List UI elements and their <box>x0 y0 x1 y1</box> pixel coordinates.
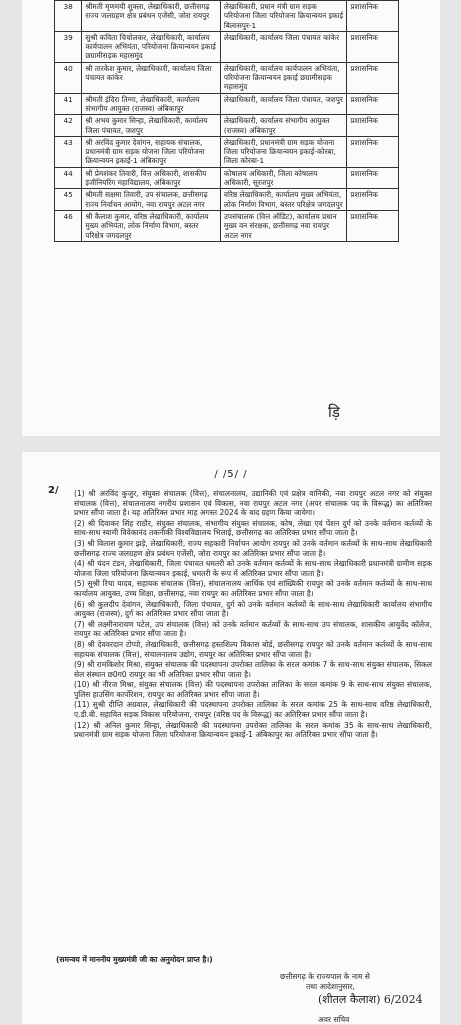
category-cell: प्रशासनिक <box>347 1 399 32</box>
paragraph: (2) श्री दिवाकर सिंह राठौर, संयुक्त संचालक, संभागीय संयुक्त संचालक, कोष, लेखा एवं पेंशन दुर्ग को उनके वर्तमान कर्तव्यों के साथ-साथ स्वामी विवेकानंद तकनीकी विश्वविद्यालय भिलाई, छत्तीसगढ़ का अतिरिक्त प्रभार सौंपा जाता है। <box>74 518 432 538</box>
document-page-2 <box>22 452 440 1024</box>
category-cell: प्रशासनिक <box>347 210 399 241</box>
category-cell: प्रशासनिक <box>347 31 399 62</box>
current-posting-cell: श्री अभय कुमार सिन्हा, लेखाधिकारी, कार्यालय जिला पंचायत, जशपुर <box>82 115 221 137</box>
approval-note: (समन्वय में माननीय मुख्यमंत्री जी का अनुमोदन प्राप्त है।) <box>56 955 213 964</box>
paragraph: (3) श्री विलास कुमार झड़े, लेखाधिकारी, राज्य सहकारी निर्वाचन आयोग रायपुर को उनके वर्तमान कर्तव्यों के साथ-साथ लेखाधिकारी छत्तीसगढ़ राज्य जलग्रहण क्षेत्र प्रबंधन एजेंसी, जोरा रायपुर का अतिरिक्त प्रभार सौंपा जाता है। <box>74 538 432 558</box>
paragraph: (9) श्री रामकिशोर मिश्रा, संयुक्त संचालक की पदस्थापना उपरोक्त तालिका के सरल कमांक 7 के साथ-साथ संयुक्त संचालक, सिकल सेल संस्थान छ0ग0 रायपुर का भी अतिरिक्त प्रभार सौंपा जाता है। <box>74 660 432 679</box>
new-posting-cell: कोषालय अधिकारी, जिला कोषालय अधिकारी, सूरजपुर <box>220 167 346 189</box>
serial-number-cell: 38 <box>55 1 82 32</box>
serial-number-cell: 41 <box>55 93 82 115</box>
current-posting-cell: श्री तारकेश कुमार, लेखाधिकारी, कार्यालय जिला पंचायत कांकेर <box>82 62 221 93</box>
table-row <box>55 62 399 93</box>
new-posting-cell: लेखाधिकारी, कार्यालय कार्यपालन अभियंता, परियोजना क्रियान्वयन इकाई छग्रामीसड़क महासमुंद <box>220 62 346 93</box>
order-paragraphs <box>74 489 432 741</box>
category-cell: प्रशासनिक <box>347 93 399 115</box>
signature-line-order: तथा आदेशानुसार, <box>306 982 355 991</box>
initials-mark: ड़ि <box>328 403 340 421</box>
table-row <box>55 210 399 241</box>
serial-number-cell: 46 <box>55 210 82 241</box>
new-posting-cell: लेखाधिकारी, कार्यालय संभागीय आयुक्त (राजस्व) अंबिकापुर <box>220 115 346 137</box>
paragraph: (5) सुश्री रिचा यादव, सहायक संचालक (वित्त), संचालनालय आर्थिक एवं सांख्यिकी रायपुर को उनके वर्तमान कर्तव्यों के साथ-साथ कार्यालय आयुक्त, उच्च शिक्षा, छत्तीसगढ़, नवा रायपुर का अतिरिक्त प्रभार सौंपा जाता है। <box>74 579 432 598</box>
table-row <box>55 31 399 62</box>
transfer-table <box>54 0 399 242</box>
table-row <box>55 167 399 189</box>
current-posting-cell: श्री अरविंद कुमार देवांगन, सहायक संचालक, प्रधानमंत्री ग्राम सड़क योजना जिला परियोजना क्रियान्वयन इकाई-1 अंबिकापुर <box>82 136 221 167</box>
category-cell: प्रशासनिक <box>347 189 399 211</box>
serial-number-cell: 45 <box>55 189 82 211</box>
table-row <box>55 189 399 211</box>
serial-number-cell: 42 <box>55 115 82 137</box>
category-cell: प्रशासनिक <box>347 167 399 189</box>
new-posting-cell: वरिष्ठ लेखाधिकारी, कार्यालय मुख्य अभियंता, लोक निर्माण विभाग, बस्तर परिक्षेत्र जगदलपुर <box>220 189 346 211</box>
category-cell: प्रशासनिक <box>347 136 399 167</box>
current-posting-cell: सुश्री कविता चिचोलकर, लेखाधिकारी, कार्यालय कार्यपालन अभियंता, परियोजना क्रियान्वयन इकाई छग्रामीसड़क महासमुंद <box>82 31 221 62</box>
section-number: 2/ <box>48 485 59 496</box>
current-posting-cell: श्रीमती इंदिरा तिग्गा, लेखाधिकारी, कार्यालय संभागीय आयुक्त (राजस्व) अंबिकापुर <box>82 93 221 115</box>
paragraph: (1) श्री अरविंद कुजुर, संयुक्त संचालक (वित्त), संचालनालय, उद्यानिकी एवं प्रक्षेत्र वानिकी, नवा रायपुर अटल नगर को संयुक्त संचालक (वित्त), संचालनालय नगरीय प्रशासन एवं विकास, नवा रायपुर अटल नगर (अपर संचालक पद के विरूद्ध) का अतिरिक्त प्रभार सौंपा जाता है। यह अतिरिक्त प्रभार माह अगस्त 2024 के बाद ग्रहण किया जायेगा। <box>74 489 432 518</box>
document-page-1 <box>22 0 440 436</box>
handwritten-signature: (शीतल कैलाश) 6/2024 <box>318 993 423 1006</box>
current-posting-cell: श्रीमती मृणमयी शुक्ला, लेखाधिकारी, छत्तीसगढ़ राज्य जलग्रहण क्षेत्र प्रबंधन एजेंसी, जोरा रायपुर <box>82 1 221 32</box>
page-number: / /5/ / <box>214 469 248 480</box>
paragraph: (4) श्री चंदन टंडन, लेखाधिकारी, जिला पंचायत धमतरी को उनके वर्तमान कर्तव्यों के साथ-साथ लेखाधिकारी प्रधानमंत्री ग्रामीण सड़क योजना जिला परियोजना क्रियान्वयन इकाई, धमतरी के रूप में अतिरिक्त प्रभार सौंपा जाता है। <box>74 559 432 578</box>
current-posting-cell: श्री प्रेमशंकर तिवारी, वित्त अधिकारी, शासकीय इंजीनियरिंग महाविद्यालय, अंबिकापुर <box>82 167 221 189</box>
table-row <box>55 1 399 32</box>
signatory-title: अवर सचिव <box>318 1015 350 1024</box>
serial-number-cell: 40 <box>55 62 82 93</box>
serial-number-cell: 39 <box>55 31 82 62</box>
new-posting-cell: लेखाधिकारी, कार्यालय जिला पंचायत, जशपुर <box>220 93 346 115</box>
current-posting-cell: श्रीमती सक्षमा तिवारी, उप संचालक, छत्तीसगढ़ राज्य निर्वाचन आयोग, नवा रायपुर अटल नगर <box>82 189 221 211</box>
new-posting-cell: लेखाधिकारी, प्रधान मंत्री ग्राम सड़क परियोजना जिला परियोजना क्रियान्वयन इकाई बिलासपुर-1 <box>220 1 346 32</box>
paragraph: (6) श्री कुलदीप देवांगन, लेखाधिकारी, जिला पंचायत, दुर्ग को उनके वर्तमान कर्तव्यों के साथ-साथ लेखाधिकारी कार्यालय संभागीय आयुक्त (राजस्व), दुर्ग का अतिरिक्त प्रभार सौंपा जाता है। <box>74 599 432 619</box>
new-posting-cell: लेखाधिकारी, प्रधानमंत्री ग्राम सड़क योजना जिला परियोजना क्रियान्वयन इकाई-कोरबा, जिला कोरबा-1 <box>220 136 346 167</box>
current-posting-cell: श्री कैलाश कुमार, वरिष्ठ लेखाधिकारी, कार्यालय मुख्य अभियंता, लोक निर्माण विभाग, बस्तर परिक्षेत्र जगदलपुर <box>82 210 221 241</box>
paragraph: (12) श्री अनिल कुमार सिन्हा, लेखाधिकारी की पदस्थापना उपरोक्त तालिका के सरल कमांक 35 के साथ-साथ लेखाधिकारी, प्रधानमंत्री ग्राम सड़क योजना जिला परियोजना क्रियान्वयन इकाई-1 अंबिकापुर का अतिरिक्त प्रभार सौंपा जाता है। <box>74 720 432 740</box>
table-row <box>55 136 399 167</box>
table-row <box>55 93 399 115</box>
paragraph: (10) श्री नीरज मिश्रा, संयुक्त संचालक (वित्त) की पदस्थापना उपरोक्त तालिका के सरल कमांक 9 के साथ-साथ संयुक्त संचालक, पुलिस हाउसिंग कार्पोरेशन, रायपुर का अतिरिक्त प्रभार सौंपा जाता है। <box>74 680 432 699</box>
paragraph: (8) श्री देववरदान टोप्पो, लेखाधिकारी, छत्तीसगढ़ हस्तशिल्प विकास बोर्ड, छत्तीसगढ़ रायपुर को उनके वर्तमान कर्तव्यों के साथ-साथ सहायक संचालक (वित्त), संचालनालय उद्योग, रायपुर का अतिरिक्त प्रभार सौंपा जाता है। <box>74 639 432 659</box>
serial-number-cell: 43 <box>55 136 82 167</box>
serial-number-cell: 44 <box>55 167 82 189</box>
paragraph: (7) श्री लक्ष्मीनारायण पटेल, उप संचालक (वित्त) को उनके वर्तमान कर्तव्यों के साथ-साथ उप संचालक, शासकीय आयुर्वेद कॉलेज, रायपुर का अतिरिक्त प्रभार सौंपा जाता है। <box>74 619 432 639</box>
category-cell: प्रशासनिक <box>347 62 399 93</box>
new-posting-cell: लेखाधिकारी, कार्यालय जिला पंचायत कांकेर <box>220 31 346 62</box>
new-posting-cell: उपसंचालक (वित्त ऑडिट), कार्यालय प्रधान मुख्य वन संरक्षक, छत्तीसगढ़ नवा रायपुर अटल नगर <box>220 210 346 241</box>
paragraph: (11) सुश्री दीप्ति अग्रवाल, लेखाधिकारी की पदस्थापना उपरोक्त तालिका के सरल कमांक 25 के साथ-साथ वरिष्ठ लेखाधिकारी, ए.डी.बी. सहायित सड़क विकास परियोजना, रायपुर (वरिष्ठ पद के विरूद्ध) का अतिरिक्त प्रभार सौंपा जाता है। <box>74 700 432 720</box>
signature-line-governor: छत्तीसगढ़ के राज्यपाल के नाम से <box>280 972 370 981</box>
table-row <box>55 115 399 137</box>
category-cell: प्रशासनिक <box>347 115 399 137</box>
